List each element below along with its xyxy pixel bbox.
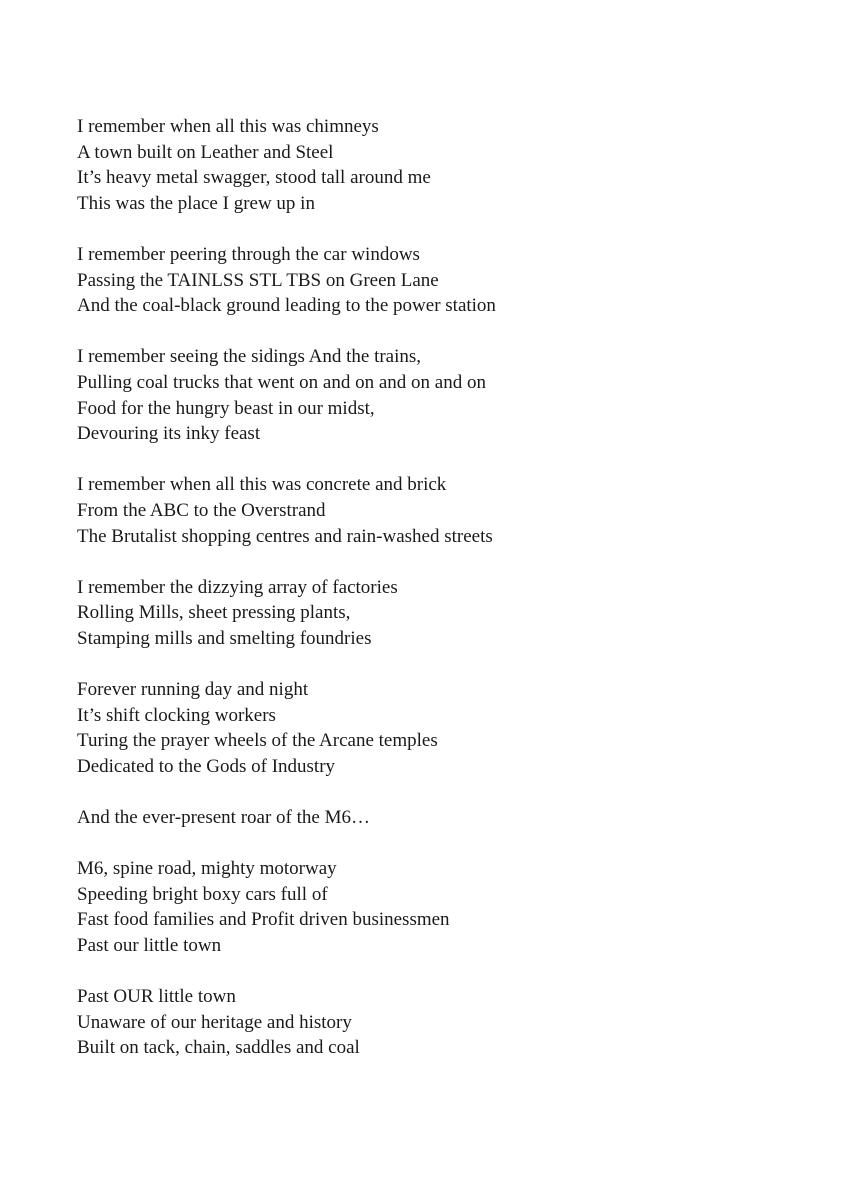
stanza [77,242,797,319]
poem-line: Built on tack, chain, saddles and coal [77,1037,360,1059]
stanza [77,472,797,549]
poem-line: From the ABC to the Overstrand [77,499,326,521]
poem-line: Passing the TAINLSS STL TBS on Green Lane [77,269,439,291]
poem-line: I remember the dizzying array of factories [77,576,398,598]
poem-line: A town built on Leather and Steel [77,141,334,163]
poem-line: Devouring its inky feast [77,423,261,445]
stanza [77,677,797,779]
poem-line: Food for the hungry beast in our midst, [77,397,375,419]
poem-line: M6, spine road, mighty motorway [77,858,337,880]
poem-line: Dedicated to the Gods of Industry [77,755,336,777]
stanza [77,114,797,216]
poem-body [77,114,797,1087]
poem-line: This was the place I grew up in [77,192,315,214]
poem-line: Pulling coal trucks that went on and on and on and on [77,371,486,393]
poem-line: The Brutalist shopping centres and rain-washed streets [77,525,493,547]
poem-line: Unaware of our heritage and history [77,1011,352,1033]
poem-line: And the ever-present roar of the M6… [77,807,370,829]
poem-line: Rolling Mills, sheet pressing plants, [77,602,351,624]
poem-line: I remember when all this was concrete and brick [77,474,447,496]
poem-line: Turing the prayer wheels of the Arcane temples [77,730,438,752]
stanza [77,805,797,831]
stanza [77,984,797,1061]
poem-line: I remember seeing the sidings And the trains, [77,346,422,368]
poem-line: It’s heavy metal swagger, stood tall around me [77,167,431,189]
stanza [77,856,797,958]
poem-line: And the coal-black ground leading to the power station [77,295,496,317]
poem-line: Past our little town [77,935,222,956]
stanza [77,344,797,446]
poem-line: I remember peering through the car windows [77,243,420,265]
stanza [77,575,797,652]
poem-line: I remember when all this was chimneys [77,116,379,137]
poem-line: Stamping mills and smelting foundries [77,627,372,649]
poem-line: It’s shift clocking workers [77,704,276,726]
poem-line: Fast food families and Profit driven businessmen [77,909,450,931]
poem-line: Past OUR little town [77,986,236,1008]
poem-line: Speeding bright boxy cars full of [77,883,328,905]
poem-line: Forever running day and night [77,679,309,701]
